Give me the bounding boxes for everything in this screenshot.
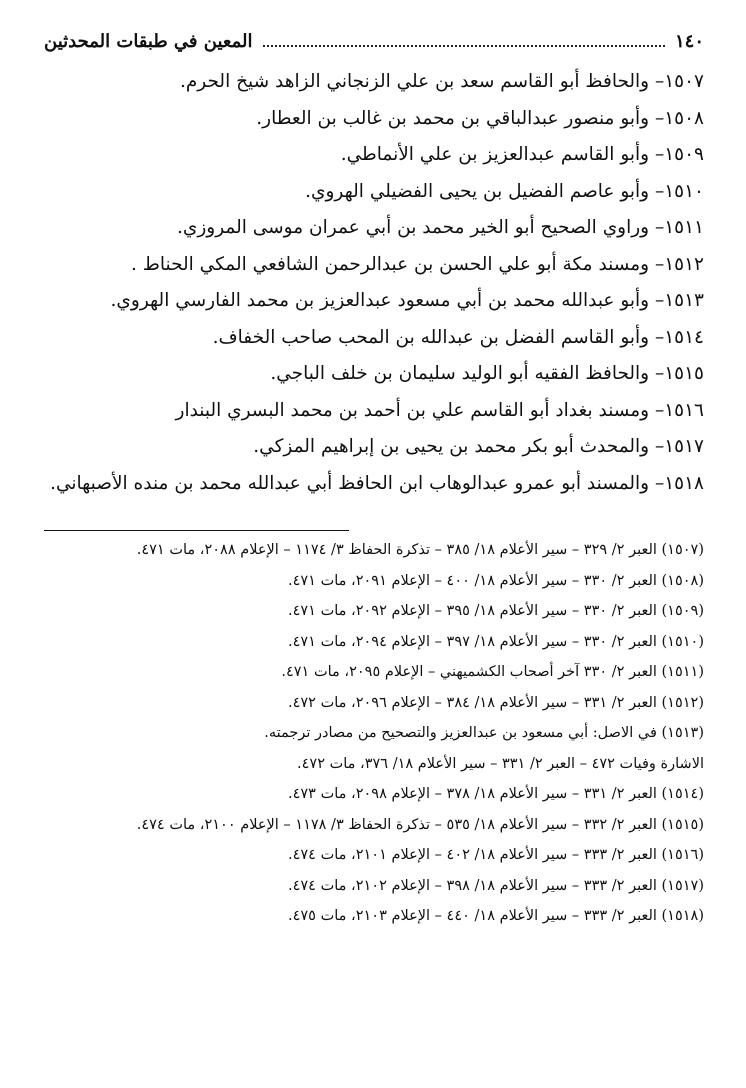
footnote: (١٥١٤) العبر ٢/ ٣٣١ – سير الأعلام ١٨/ ٣٧٨ – الإعلام ٢٠٩٨، مات ٤٧٣. bbox=[288, 786, 704, 802]
footnote: (١٥١٢) العبر ٢/ ٣٣١ – سير الأعلام ١٨/ ٣٨٤ – الإعلام ٢٠٩٦، مات ٤٧٢. bbox=[288, 694, 704, 711]
narrator-entry: ١٥٠٩– وأبو القاسم عبدالعزيز بن علي الأنماطي. bbox=[340, 144, 704, 165]
narrator-list bbox=[44, 64, 704, 502]
narrator-entry: ١٥١٣– وأبو عبدالله محمد بن أبي مسعود عبدالعزيز بن محمد الفارسي الهروي. bbox=[110, 290, 704, 311]
footnote: (١٥٠٩) العبر ٢/ ٣٣٠ – سير الأعلام ١٨/ ٣٩٥ – الإعلام ٢٠٩٢، مات ٤٧١. bbox=[288, 603, 704, 619]
narrator-entry: ١٥٠٨– وأبو منصور عبدالباقي بن محمد بن غالب بن العطار. bbox=[256, 107, 704, 129]
book-title: المعين في طبقات المحدثين bbox=[44, 31, 253, 52]
footnote: (١٥١٨) العبر ٢/ ٣٣٣ – سير الأعلام ١٨/ ٤٤٠ – الإعلام ٢١٠٣، مات ٤٧٥. bbox=[288, 908, 704, 924]
narrator-entry: ١٥١٨– والمسند أبو عمرو عبدالوهاب ابن الحافظ أبي عبدالله محمد بن منده الأصبهاني. bbox=[50, 472, 704, 494]
header-leader-dots bbox=[263, 29, 665, 47]
footnote: الاشارة وفيات ٤٧٢ – العبر ٢/ ٣٣١ – سير الأعلام ١٨/ ٣٧٦، مات ٤٧٢. bbox=[297, 755, 704, 772]
narrator-entry: ١٥١٧– والمحدث أبو بكر محمد بن يحيى بن إبراهيم المزكي. bbox=[253, 436, 704, 457]
narrator-entry: ١٥١١– وراوي الصحيح أبو الخير محمد بن أبي عمران موسى المروزي. bbox=[176, 217, 704, 238]
footnote: (١٥٠٨) العبر ٢/ ٣٣٠ – سير الأعلام ١٨/ ٤٠٠ – الإعلام ٢٠٩١، مات ٤٧١. bbox=[288, 572, 704, 589]
footnote: (١٥١٥) العبر ٢/ ٣٣٢ – سير الأعلام ١٨/ ٥٣٥ – تذكرة الحفاظ ٣/ ١١٧٨ – الإعلام ٢١٠٠، مات ٤٧٤. bbox=[136, 816, 704, 833]
narrator-entry: ١٥١٥– والحافظ الفقيه أبو الوليد سليمان بن خلف الباجي. bbox=[270, 363, 704, 384]
footnote: (١٥١٣) في الاصل: أبي مسعود بن عبدالعزيز والتصحيح من مصادر ترجمته. bbox=[264, 725, 704, 741]
footnotes bbox=[44, 535, 704, 932]
footnote: (١٥١٦) العبر ٢/ ٣٣٣ – سير الأعلام ١٨/ ٤٠٢ – الإعلام ٢١٠١، مات ٤٧٤. bbox=[288, 847, 704, 863]
narrator-entry: ١٥١٠– وأبو عاصم الفضيل بن يحيى الفضيلي الهروي. bbox=[305, 180, 704, 202]
narrator-entry: ١٥١٦– ومسند بغداد أبو القاسم علي بن أحمد بن محمد البسري البندار bbox=[175, 399, 704, 421]
narrator-entry: ١٥٠٧– والحافظ أبو القاسم سعد بن علي الزنجاني الزاهد شيخ الحرم. bbox=[179, 71, 704, 92]
footnote: (١٥١٧) العبر ٢/ ٣٣٣ – سير الأعلام ١٨/ ٣٩٨ – الإعلام ٢١٠٢، مات ٤٧٤. bbox=[288, 877, 704, 894]
footnote: (١٥٠٧) العبر ٢/ ٣٢٩ – سير الأعلام ١٨/ ٣٨٥ – تذكرة الحفاظ ٣/ ١١٧٤ – الإعلام ٢٠٨٨، مات ٤٧١. bbox=[136, 542, 704, 558]
narrator-entry: ١٥١٢– ومسند مكة أبو علي الحسن بن عبدالرحمن الشافعي المكي الحناط . bbox=[130, 253, 704, 275]
footnote: (١٥١٠) العبر ٢/ ٣٣٠ – سير الأعلام ١٨/ ٣٩٧ – الإعلام ٢٠٩٤، مات ٤٧١. bbox=[288, 633, 704, 650]
footnote: (١٥١١) العبر ٢/ ٣٣٠ آخر أصحاب الكشميهني – الإعلام ٢٠٩٥، مات ٤٧١. bbox=[281, 664, 704, 680]
footnote-separator bbox=[44, 530, 349, 531]
page-number: ١٤٠ bbox=[674, 31, 704, 52]
running-header bbox=[44, 28, 704, 58]
book-page bbox=[44, 28, 704, 1068]
narrator-entry: ١٥١٤– وأبو القاسم الفضل بن عبدالله بن المحب صاحب الخفاف. bbox=[212, 326, 704, 348]
